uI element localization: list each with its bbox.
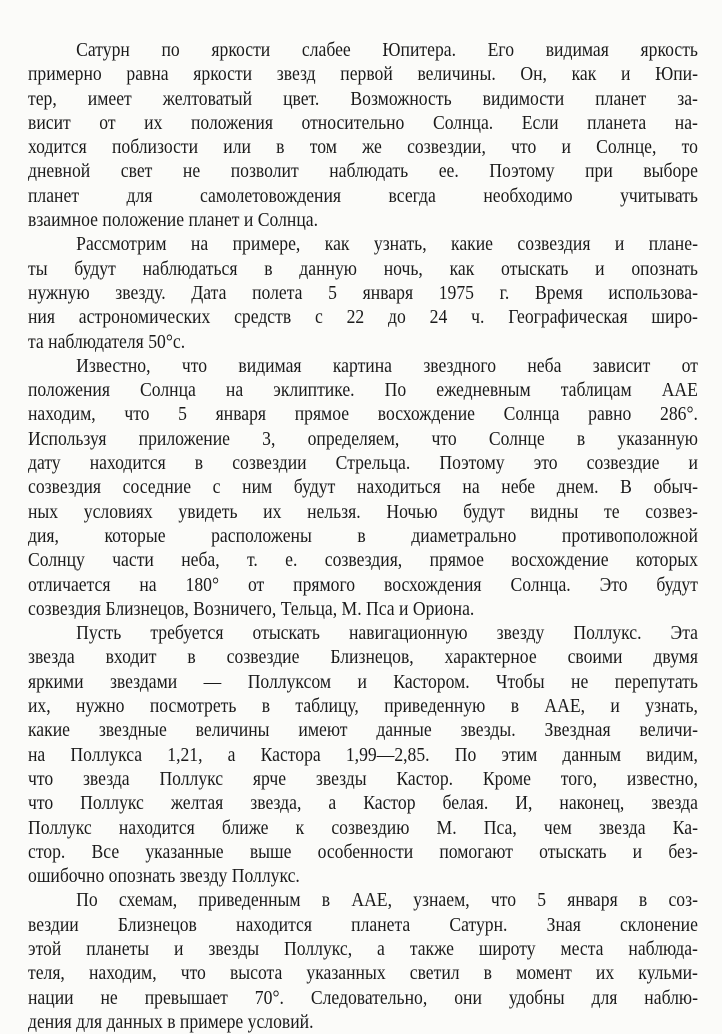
text-line: дения для данных в примере условий. (28, 1010, 314, 1033)
text-line: примерно равна яркости звезд первой величины. Он, как и Юпи- (28, 63, 698, 86)
text-line: ходится поблизости или в том же созвездии, что и Солнце, то (28, 136, 698, 159)
text-line: ния астрономических средств с 22 до 24 ч. Географическая широ- (28, 306, 698, 329)
text-line: Сатурн по яркости слабее Юпитера. Его видимая яркость (76, 39, 698, 61)
text-line: теля, находим, что высота указанных светил в момент их кульми- (28, 962, 698, 985)
text-line: Поллукс находится ближе к созвездию М. Пса, чем звезда Ка- (28, 816, 698, 839)
text-line: планет для самолетовождения всегда необходимо учитывать (28, 184, 698, 207)
text-line: Известно, что видимая картина звездного неба зависит от (76, 354, 698, 377)
text-line: Солнцу части неба, т. е. созвездия, прямое восхождение которых (28, 549, 698, 572)
text-line: дия, которые расположены в диаметрально противоположной (28, 524, 698, 547)
text-line: Рассмотрим на примере, как узнать, какие созвездия и плане- (76, 233, 698, 256)
paragraph (28, 888, 698, 1034)
text-line: вездии Близнецов находится планета Сатурн. Зная склонение (28, 913, 698, 936)
text-line: та наблюдателя 50°с. (28, 330, 186, 353)
text-line: какие звездные величины имеют данные звезды. Звездная величи- (28, 719, 698, 742)
text-line: этой планеты и звезды Поллукс, а также широту места наблюда- (28, 937, 698, 960)
text-line: звезда входит в созвездие Близнецов, характерное своими двумя (28, 646, 698, 669)
text-line: ошибочно опознать звезду Поллукс. (28, 865, 300, 888)
text-line: на Поллукса 1,21, а Кастора 1,99—2,85. По этим данным видим, (28, 743, 698, 766)
paragraph (28, 621, 698, 888)
text-line: тер, имеет желтоватый цвет. Возможность видимости планет за- (28, 87, 698, 110)
text-line: дату находится в созвездии Стрельца. Поэтому это созвездие и (28, 452, 698, 475)
text-line: висит от их положения относительно Солнца. Если планета на- (28, 111, 698, 134)
text-line: что звезда Поллукс ярче звезды Кастор. Кроме того, известно, (28, 767, 698, 790)
text-line: созвездия соседние с ним будут находиться на небе днем. В обыч- (28, 476, 698, 499)
text-line: ных условиях увидеть их нельзя. Ночью будут видны те созвез- (28, 500, 698, 523)
text-line: их, нужно посмотреть в таблицу, приведенную в ААЕ, и узнать, (28, 695, 698, 718)
text-line: дневной свет не позволит наблюдать ее. Поэтому при выборе (28, 160, 698, 183)
text-line: яркими звездами — Поллуксом и Кастором. Чтобы не перепутать (28, 670, 698, 693)
text-line: стор. Все указанные выше особенности помогают отыскать и без- (28, 840, 698, 863)
paragraph (28, 232, 698, 353)
text-line: Используя приложение 3, определяем, что Солнце в указанную (28, 427, 698, 450)
text-line: нации не превышает 70°. Следовательно, они удобны для наблю- (28, 986, 698, 1009)
text-line: взаимное положение планет и Солнца. (28, 209, 318, 232)
paragraph (28, 38, 698, 232)
text-line: отличается на 180° от прямого восхождения Солнца. Это будут (28, 573, 698, 596)
text-line: созвездия Близнецов, Возничего, Тельца, М. Пса и Ориона. (28, 597, 475, 620)
text-line: нужную звезду. Дата полета 5 января 1975 г. Время использова- (28, 281, 698, 304)
text-line: что Поллукс желтая звезда, а Кастор белая. И, наконец, звезда (28, 792, 698, 815)
text-line: находим, что 5 января прямое восхождение Солнца равно 286°. (28, 403, 698, 426)
document-page (28, 38, 698, 1034)
paragraph (28, 354, 698, 621)
text-line: положения Солнца на эклиптике. По ежедневным таблицам ААЕ (28, 379, 698, 402)
text-line: ты будут наблюдаться в данную ночь, как отыскать и опознать (28, 257, 698, 280)
text-line: Пусть требуется отыскать навигационную звезду Поллукс. Эта (76, 622, 698, 645)
text-line: По схемам, приведенным в ААЕ, узнаем, что 5 января в соз- (76, 889, 698, 912)
